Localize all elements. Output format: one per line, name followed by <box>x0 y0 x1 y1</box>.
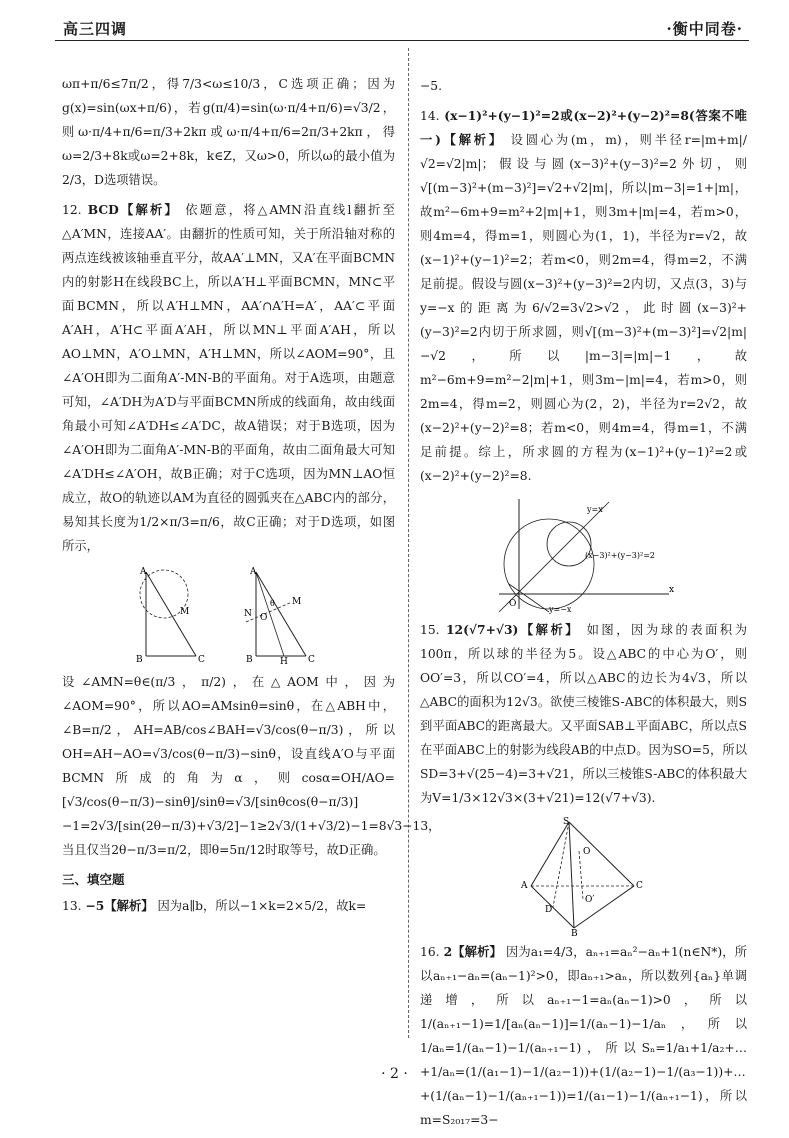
q14-figure <box>489 494 679 614</box>
q12-figures <box>62 564 395 664</box>
q12-figure-left <box>134 564 214 664</box>
fig12b-label-M: M <box>291 597 301 607</box>
q12 <box>62 198 395 558</box>
fig15-label-C: C <box>635 881 643 891</box>
header-rule <box>55 40 749 41</box>
fig14-label-x: x <box>668 585 674 595</box>
q13-tag: 【解析】 <box>104 898 154 913</box>
q16-number: 16. <box>420 945 440 959</box>
q14-text: 设圆心为(m，m)，则半径r=|m+m|/√2=√2|m|；假设与圆(x−3)²+(y−3)²=2外切，则√[(m−3)²+(m−3)²]=√2+√2|m|，所以|m−3|=1+|m|，故m²−6m+9=m²+2|m|+1，则3m+|m|=4，若m>0，则4m=4，得m=1，则圆心为(1，1)，半径为r=√2，故(x−1)²+(y−1)²=2；若m<0，则2m=4，得m=2，不满足前提。假设与圆(x−3)²+(y−3)²=2内切，又点(3，3)与y=−x的距离为6/√2=3√2>√2，此时圆(x−3)²+(y−3)²=2内切于所求圆，则√[(m−3)²+(m−3)²]=√2|m|−√2，所以|m−3|=|m|−1，故m²−6m+9=m²−2|m|+1，则3m−|m|=4，若m>0，则2m=4，得m=2，则圆心为(2，2)，半径为r=2√2，故(x−2)²+(y−2)²=8；若m<0，则4m=4，得m=1，不满足前提。综上，所求圆的方程为(x−1)²+(y−1)²=2或(x−2)²+(y−2)²=8. <box>420 133 747 483</box>
q16-text: 因为a₁=4/3，aₙ₊₁=aₙ²−aₙ+1(n∈N*)，所以aₙ₊₁−aₙ=(aₙ−1)²>0，即aₙ₊₁>aₙ，所以数列{aₙ}单调递增，所以aₙ₊₁−1=aₙ(aₙ−1)>0，所以1/(aₙ₊₁−1)=1/[aₙ(aₙ−1)]=1/(aₙ−1)−1/aₙ，所以1/aₙ=1/(aₙ−1)−1/(aₙ₊₁−1)，所以Sₙ=1/a₁+1/a₂+…+1/aₙ=(1/(a₁−1)−1/(a₂−1))+(1/(a₂−1)−1/(a₃−1))+…+(1/(aₙ−1)−1/(aₙ₊₁−1))=1/(a₁−1)−1/(aₙ₊₁−1)，所以m=S₂₀₁₇=3− <box>420 945 747 1127</box>
q15-answer: 12(√7+√3) <box>446 622 519 637</box>
q11-continuation: ωπ+π/6≤7π/2，得7/3<ω≤10/3，C选项正确；因为g(x)=sin(ωx+π/6)，若g(π/4)=sin(ω·π/4+π/6)=√3/2，则ω·π/4+π/6=π/3+2kπ或ω·π/4+π/6=2π/3+2kπ，得ω=2/3+8k或ω=2+8k，k∈Z，又ω>0，所以ω的最小值为2/3，D选项错误。 <box>62 77 395 187</box>
fig15-label-D: D <box>544 905 552 915</box>
fig12a-label-A: A <box>139 567 146 577</box>
fig15-label-B: B <box>570 929 578 936</box>
fig15-label-O: O <box>582 847 590 857</box>
column-divider <box>408 48 409 1038</box>
fig14-label-O: O <box>508 599 516 609</box>
right-column <box>420 74 747 1138</box>
q13-answer: −5 <box>85 898 105 913</box>
q15 <box>420 618 747 810</box>
q15-text: 如图，因为球的表面积为100π，所以球的半径为5。设△ABC的中心为O′，则OO′=3，所以CO′=4，所以△ABC的边长为4√3，所以△ABC的面积为12√3。欲使三棱锥S-ABC的体积最大，则S到平面ABC的距离最大。又平面SAB⊥平面ABC，所以点S在平面ABC上的射影为线段AB的中点D。因为SO=5，所以SD=3+√(25−4)=3+√21，所以三棱锥S-ABC的体积最大为V=1/3×12√3×(3+√21)=12(√7+√3). <box>420 623 747 805</box>
fig12b-label-theta: θ <box>269 599 275 608</box>
q15-number: 15. <box>420 623 440 637</box>
fig12b-label-N: N <box>243 609 252 619</box>
q13 <box>62 894 395 918</box>
fig12a-label-M: M <box>179 607 189 617</box>
q12-number: 12. <box>62 203 82 217</box>
q12-tag: 【解析】 <box>118 202 180 217</box>
q15-figure <box>519 816 649 936</box>
fig12a-label-C: C <box>197 655 205 664</box>
q14 <box>420 104 747 488</box>
fig15-label-S: S <box>562 817 569 827</box>
page-number: · 2 · <box>381 1066 408 1082</box>
q16 <box>420 940 747 1132</box>
section-heading: 三、填空题 <box>62 872 125 887</box>
fig12b-label-H: H <box>279 657 288 664</box>
q14-tag: 【解析】 <box>440 132 504 147</box>
q16-tag: 【解析】 <box>452 944 502 959</box>
fig12b-label-O: O <box>259 613 267 623</box>
q13-number: 13. <box>62 899 82 913</box>
q12-figure-right <box>244 564 324 664</box>
page-header <box>55 14 749 40</box>
q16-answer: 2 <box>443 944 453 959</box>
q14-answer: (x−1)²+(y−1)²=2或(x−2)²+(y−2)²=8(答案不唯一) <box>420 108 747 147</box>
q15-tag: 【解析】 <box>518 622 581 637</box>
fig14-label-yx: y=x <box>586 505 603 514</box>
q12-answer: BCD <box>87 202 119 217</box>
fig15-label-A: A <box>520 881 527 891</box>
header-left-title: 高三四调 <box>63 20 128 38</box>
q13-text: 因为a∥b，所以−1×k=2×5/2，故k= <box>157 899 367 913</box>
q14-number: 14. <box>420 109 440 123</box>
fig14-label-y-neg-x: y=−x <box>548 605 571 614</box>
fig12b-label-C: C <box>307 655 315 664</box>
fig12b-label-B: B <box>245 655 253 664</box>
q12-text: 依题意，将△AMN沿直线l翻折至△A′MN，连接AA′。由翻折的性质可知，关于所沿轴对称的两点连线被该轴垂直平分，故AA′⊥MN，又A′在平面BCMN内的射影H在线段BC上，所以A′H⊥平面BCMN，MN⊂平面BCMN，所以A′H⊥MN，AA′∩A′H=A′，AA′⊂平面A′AH，A′H⊂平面A′AH，所以MN⊥平面A′AH，所以AO⊥MN，A′O⊥MN，A′H⊥MN，所以∠AOM=90°，且∠A′OH即为二面角A′-MN-B的平面角。对于A选项，由题意可知，∠A′DH为A′D与平面BCMN所成的线面角，故由线面角最小可知∠A′DH≤∠A′DC，故A错误；对于B选项，因为∠A′OH即为二面角A′-MN-B的平面角，故由二面角最大可知∠A′DH≤∠A′OH，故B正确；对于C选项，因为MN⊥AO恒成立，故O的轨迹以AM为直径的圆弧夹在△ABC内的部分，易知其长度为1/2×π/3=π/6，故C正确；对于D选项，如图所示， <box>62 203 395 553</box>
q12-continuation: 设∠AMN=θ∈(π/3，π/2)，在△AOM中，因为∠AOM=90°，所以AO=AMsinθ=sinθ，在△ABH中，∠B=π/2，AH=AB/cos∠BAH=√3/cos(θ−π/3)，所以OH=AH−AO=√3/cos(θ−π/3)−sinθ，设直线A′O与平面BCMN所成的角为α，则cosα=OH/AO=[√3/cos(θ−π/3)−sinθ]/sinθ=√3/[sinθcos(θ−π/3)]−1=2√3/[sin(2θ−π/3)+√3/2]−1≥2√3/(1+√3/2)−1=8√3−13，当且仅当2θ−π/3=π/2，即θ=5π/12时取等号，故D正确。 <box>62 675 441 857</box>
fig14-label-circle: (x−3)²+(y−3)²=2 <box>584 551 655 560</box>
fig12b-label-A: A <box>249 567 256 577</box>
q13-continuation: −5. <box>420 79 443 93</box>
header-right-title: ·衡中同卷· <box>666 20 743 38</box>
fig15-label-O-prime: O′ <box>584 895 594 905</box>
fig12a-label-B: B <box>135 655 143 664</box>
